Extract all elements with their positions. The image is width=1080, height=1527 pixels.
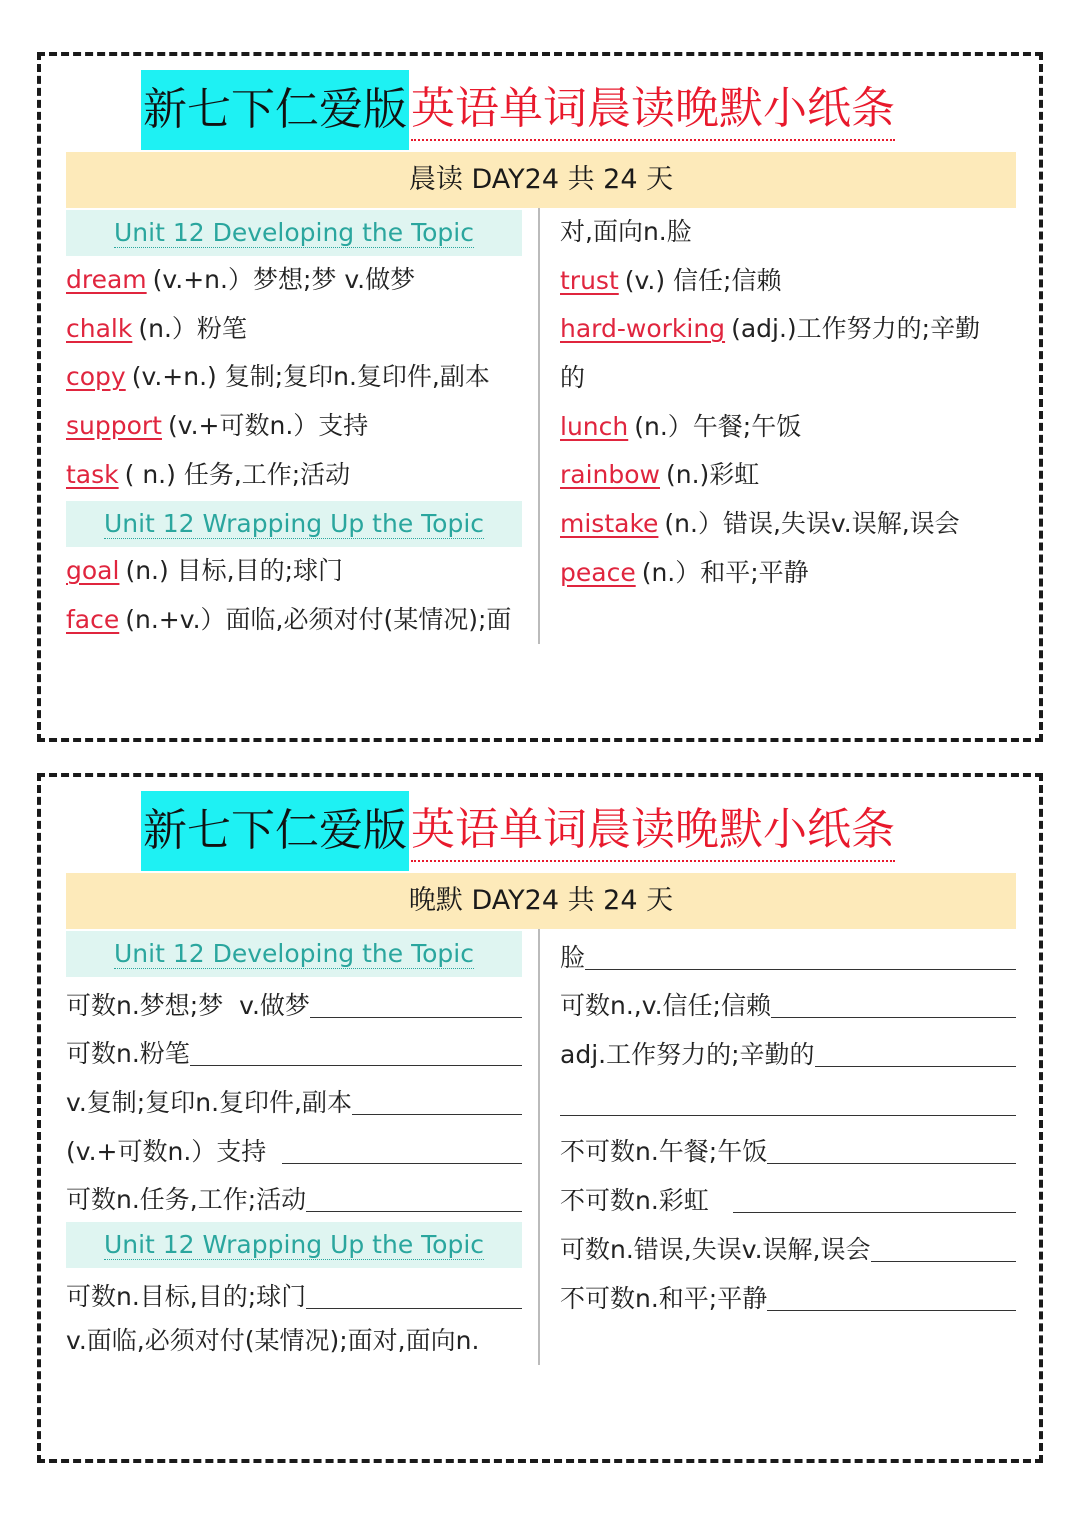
unit-heading-text: Unit 12 Wrapping Up the Topic [103, 1230, 485, 1260]
unit-heading-text: Unit 12 Wrapping Up the Topic [103, 509, 485, 539]
vocab-definition: 对,面向n.脸 [560, 217, 692, 246]
day-banner: 晚默 DAY24 共 24 天 [66, 873, 1016, 929]
card-title [141, 791, 895, 871]
vocab-definition: (adj.)工作努力的;辛勤 [731, 314, 981, 344]
vocab-entry [560, 549, 1016, 598]
unit-heading-text: Unit 12 Developing the Topic [114, 218, 474, 247]
dictation-entry [560, 929, 1016, 978]
dictation-entry [560, 978, 1016, 1027]
vocab-word: support [66, 411, 162, 441]
answer-blank-line[interactable] [767, 1280, 1016, 1311]
vocab-entry [66, 402, 522, 451]
vocab-word: trust [560, 265, 619, 295]
answer-blank-line[interactable] [585, 939, 1016, 970]
vocab-definition: 的 [560, 363, 586, 393]
vocab-definition: v.面临,必须对付(某情况);面对,面向n. [66, 1326, 480, 1356]
evening-dictation-card [37, 773, 1043, 1463]
vocab-entry [66, 547, 522, 596]
dictation-entry [560, 1075, 1016, 1124]
vocab-entry [66, 353, 522, 402]
unit-heading [66, 931, 522, 977]
answer-blank-line[interactable] [306, 1278, 522, 1309]
vocab-entry [66, 596, 522, 645]
column-divider [538, 208, 540, 644]
left-column [66, 208, 522, 645]
dictation-definition: 不可数n.彩虹 [560, 1186, 733, 1216]
dictation-definition: 不可数n.和平;平静 [560, 1283, 768, 1313]
continuation-text [560, 354, 1016, 403]
answer-blank-line[interactable] [282, 1133, 522, 1164]
dictation-definition: (v.+可数n.）支持 [66, 1136, 283, 1166]
vocab-entry [560, 451, 1016, 500]
dictation-entry [66, 1123, 522, 1172]
continuation-text [560, 208, 1016, 257]
vocab-word: peace [560, 557, 636, 587]
vocab-definition: (n.) 目标,目的;球门 [125, 556, 344, 586]
dictation-definition: adj.工作努力的;辛勤的 [560, 1040, 815, 1070]
dictation-entry [560, 1124, 1016, 1173]
vocab-definition: (n.)彩虹 [666, 460, 760, 490]
answer-blank-line[interactable] [733, 1182, 1016, 1213]
vocab-definition: (v.+可数n.）支持 [167, 411, 369, 441]
dictation-entry [560, 1221, 1016, 1270]
dictation-entry [66, 977, 522, 1026]
answer-blank-line[interactable] [815, 1036, 1016, 1067]
title-highlight: 新七下仁爱版 [141, 70, 409, 150]
dictation-entry [66, 1268, 522, 1317]
card-title [141, 70, 895, 150]
morning-reading-card [37, 52, 1043, 742]
vocab-entry [560, 305, 1016, 354]
vocab-definition: (n.）粉笔 [138, 313, 247, 343]
unit-heading [66, 501, 522, 547]
answer-blank-line[interactable] [352, 1084, 522, 1115]
dictation-definition: 可数n.梦想;梦 v.做梦 [66, 990, 310, 1020]
answer-blank-line[interactable] [306, 1181, 522, 1212]
vocab-word: rainbow [560, 460, 660, 490]
dictation-definition: 可数n.粉笔 [66, 1039, 190, 1069]
dictation-entry [66, 1172, 522, 1221]
vocab-entry [66, 256, 522, 305]
dictation-definition: 可数n.,v.信任;信赖 [560, 991, 771, 1021]
dictation-entry [66, 1026, 522, 1075]
answer-blank-line[interactable] [771, 987, 1016, 1018]
right-column [560, 929, 1016, 1319]
vocab-definition: (n.+v.）面临,必须对付(某情况);面 [125, 605, 512, 635]
vocab-definition: (n.）午餐;午饭 [634, 411, 802, 441]
vocab-word: copy [66, 362, 126, 392]
vocab-word: dream [66, 265, 147, 294]
title-red: 英语单词晨读晚默小纸条 [411, 79, 895, 141]
dictation-definition: 可数n.任务,工作;活动 [66, 1185, 307, 1215]
vocab-entry [66, 451, 522, 500]
vocab-definition: (n.）错误,失误v.误解,误会 [664, 509, 960, 539]
answer-blank-line[interactable] [310, 987, 522, 1018]
unit-heading-text: Unit 12 Developing the Topic [114, 939, 474, 968]
vocab-entry [560, 403, 1016, 452]
unit-heading [66, 1222, 522, 1268]
vocab-word: lunch [560, 411, 629, 441]
dictation-entry [66, 1074, 522, 1123]
left-column [66, 929, 522, 1366]
dictation-definition: 可数n.错误,失误v.误解,误会 [560, 1234, 871, 1264]
answer-blank-line[interactable] [871, 1231, 1017, 1262]
column-divider [538, 929, 540, 1365]
dictation-definition: 不可数n.午餐;午饭 [560, 1137, 768, 1167]
dictation-definition: 脸 [560, 942, 586, 972]
vocab-definition: (v.+n.）梦想;梦 v.做梦 [152, 265, 416, 294]
vocab-definition: (v.) 信任;信赖 [624, 265, 782, 295]
vocab-word: task [66, 459, 119, 489]
continuation-text [66, 1317, 522, 1366]
title-highlight: 新七下仁爱版 [141, 791, 409, 871]
title-red: 英语单词晨读晚默小纸条 [411, 800, 895, 862]
vocab-entry [560, 257, 1016, 306]
vocab-word: hard-working [560, 314, 726, 344]
dictation-entry [560, 1270, 1016, 1319]
dictation-definition: 可数n.目标,目的;球门 [66, 1282, 307, 1312]
vocab-word: face [66, 605, 120, 635]
dictation-entry [560, 1172, 1016, 1221]
dictation-definition: v.复制;复印n.复印件,副本 [66, 1088, 352, 1118]
vocab-definition: (v.+n.) 复制;复印n.复印件,副本 [131, 362, 490, 392]
answer-blank-line[interactable] [560, 1085, 1016, 1116]
answer-blank-line[interactable] [767, 1133, 1016, 1164]
unit-heading [66, 210, 522, 256]
answer-blank-line[interactable] [190, 1035, 522, 1066]
vocab-word: chalk [66, 313, 133, 343]
dictation-entry [560, 1026, 1016, 1075]
vocab-entry [66, 305, 522, 354]
vocab-definition: ( n.) 任务,工作;活动 [124, 459, 351, 489]
vocab-word: mistake [560, 509, 659, 539]
vocab-entry [560, 500, 1016, 549]
vocab-definition: (n.）和平;平静 [641, 557, 809, 587]
day-banner: 晨读 DAY24 共 24 天 [66, 152, 1016, 208]
vocab-word: goal [66, 556, 120, 586]
right-column [560, 208, 1016, 598]
